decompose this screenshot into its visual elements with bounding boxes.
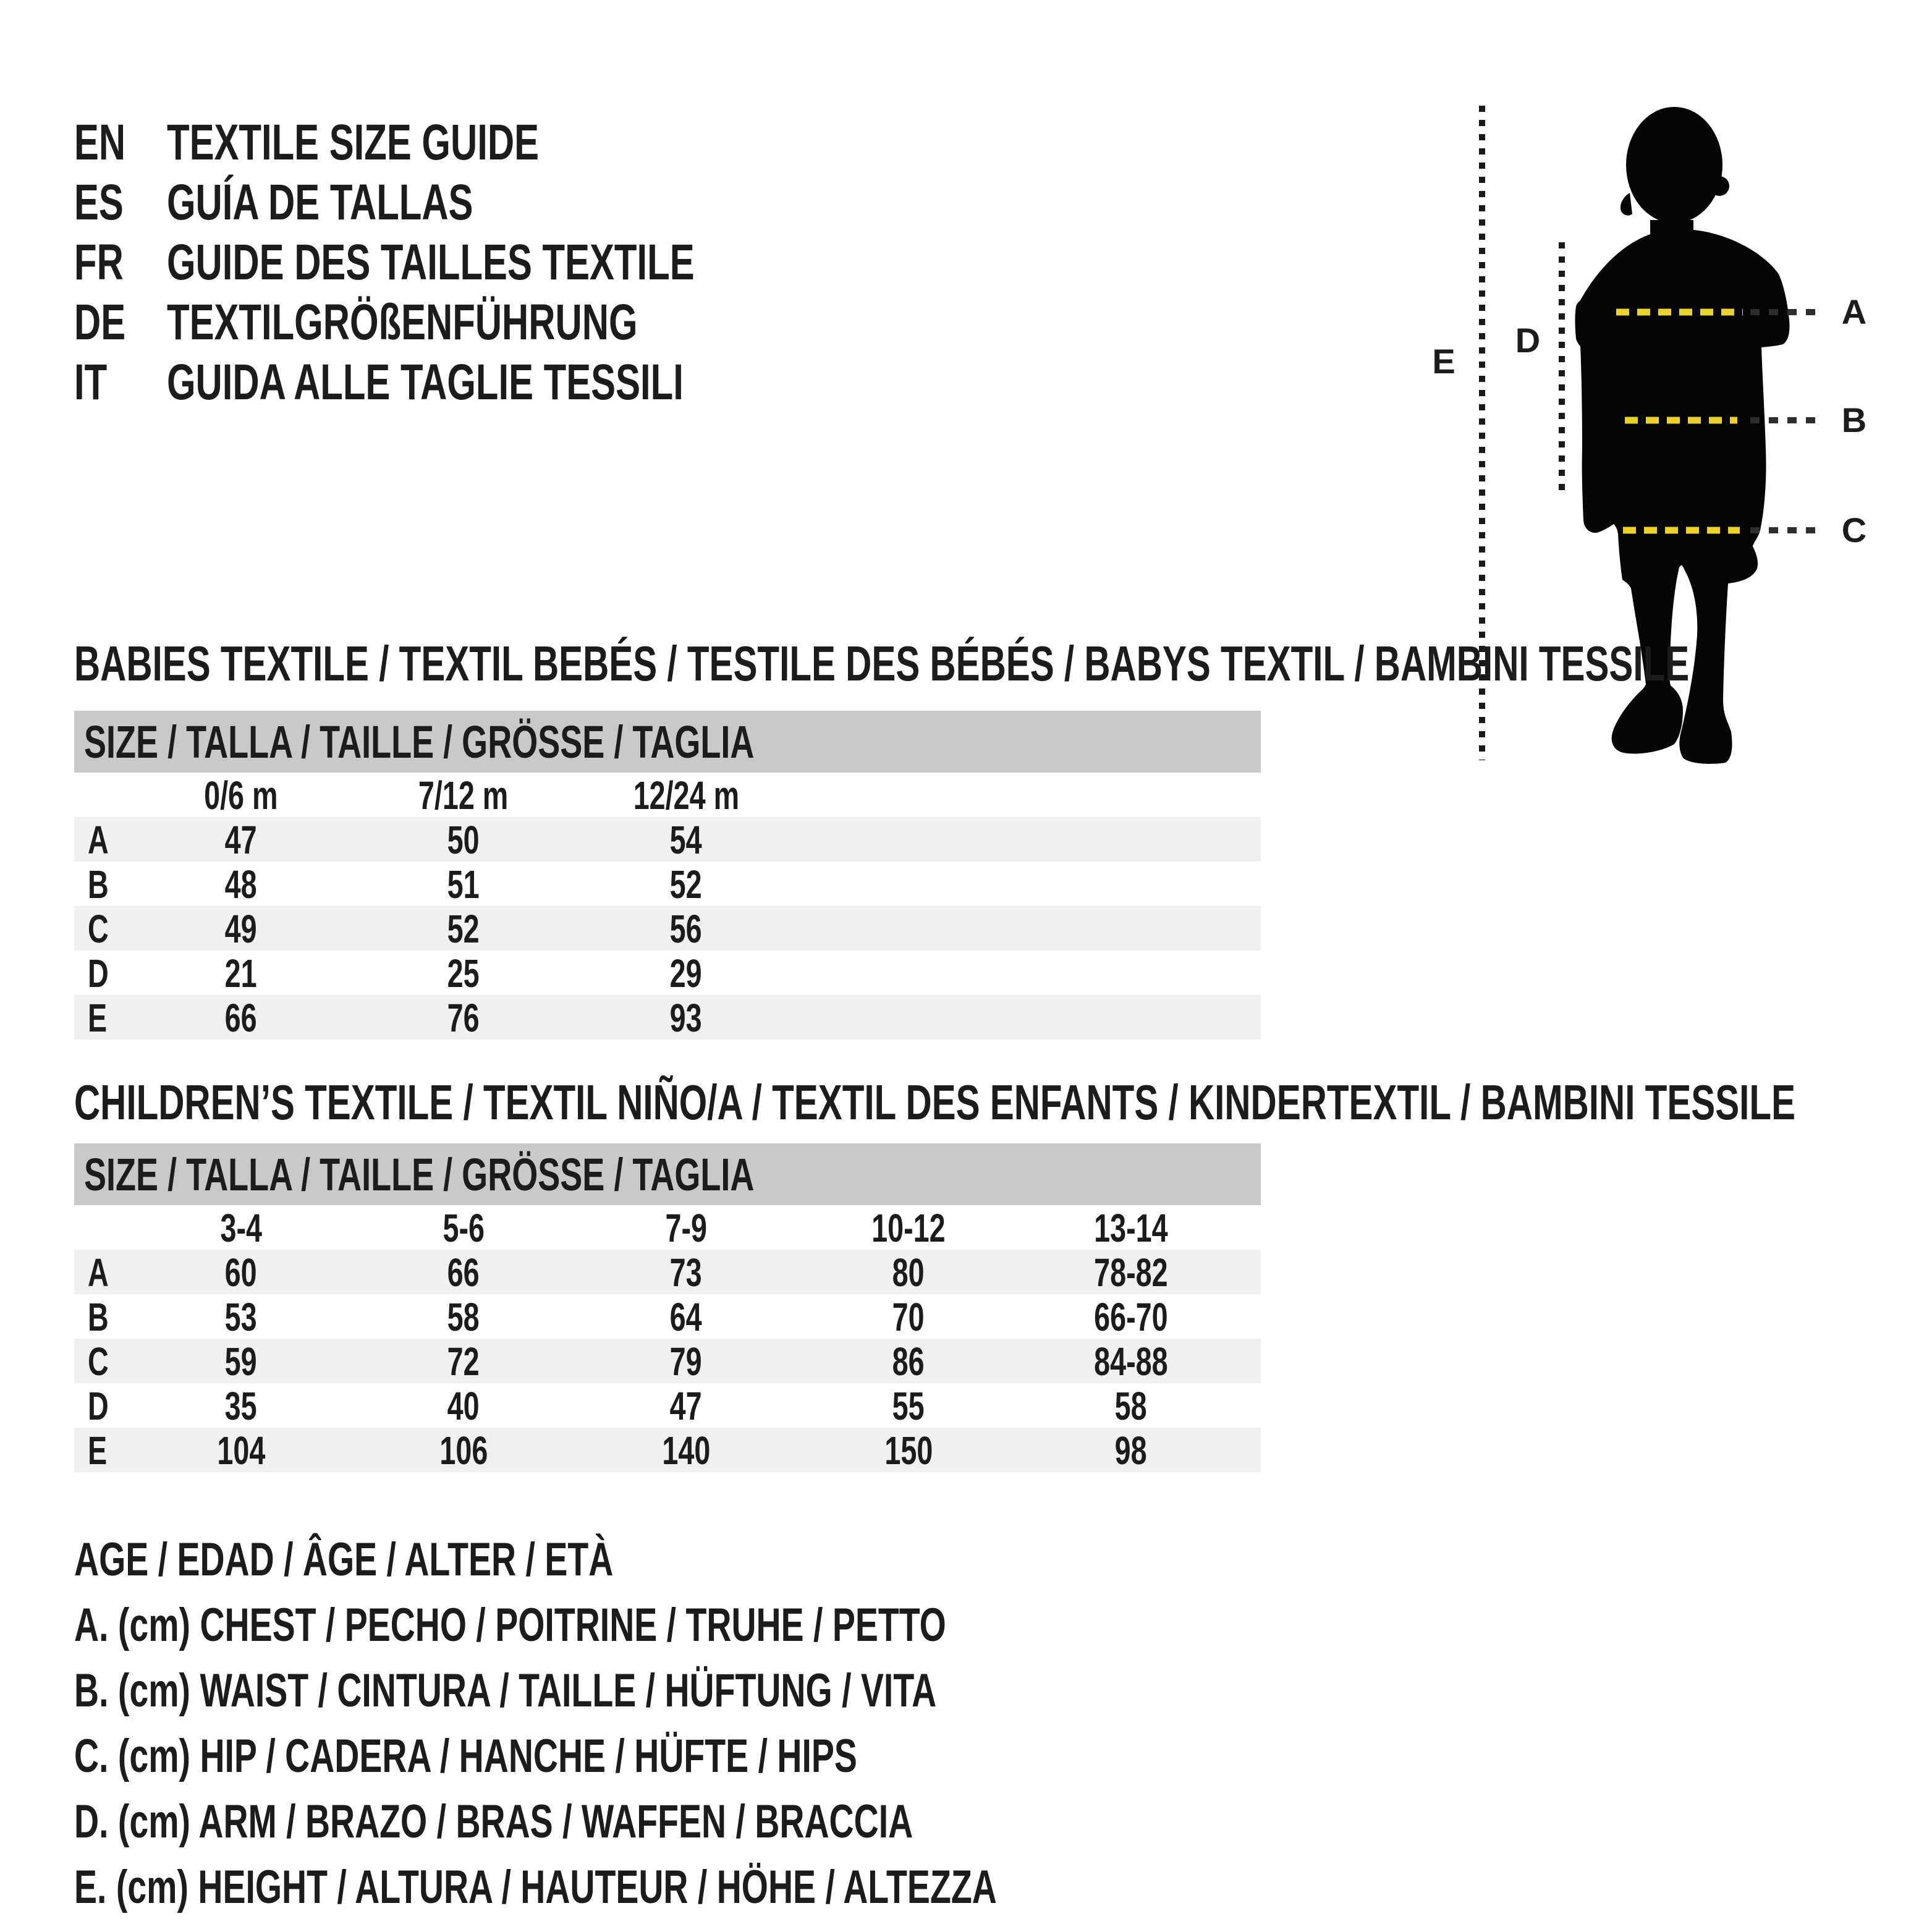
marker-label-e: E <box>1432 342 1455 381</box>
table-row <box>74 906 1261 951</box>
table-cell: 55 <box>892 1384 925 1428</box>
row-label: E <box>88 1428 108 1473</box>
table-cell: 64 <box>670 1295 702 1339</box>
language-title-list <box>74 112 889 412</box>
column-header: 3-4 <box>220 1206 262 1250</box>
babies-size-table <box>74 711 1261 1040</box>
table-cell: 140 <box>662 1428 710 1473</box>
language-row-es <box>74 172 889 232</box>
table-cell: 150 <box>884 1428 933 1473</box>
table-cell: 58 <box>447 1295 480 1339</box>
table-cell: 66-70 <box>1094 1295 1168 1339</box>
legend-waist-line: B. (cm) WAIST / CINTURA / TAILLE / HÜFTUNG / VITA <box>74 1664 937 1717</box>
row-label: A <box>88 1250 109 1295</box>
table-row <box>74 1250 1261 1294</box>
column-header: 7-9 <box>665 1206 707 1250</box>
column-header: 13-14 <box>1094 1206 1168 1250</box>
column-header: 7/12 m <box>418 773 509 818</box>
table-cell: 58 <box>1115 1384 1147 1428</box>
children-table-size-header: SIZE / TALLA / TAILLE / GRÖSSE / TAGLIA <box>74 1143 1261 1205</box>
language-title: TEXTILE SIZE GUIDE <box>167 114 539 171</box>
language-title: GUÍA DE TALLAS <box>167 174 473 231</box>
table-cell: 72 <box>447 1339 480 1384</box>
table-cell: 51 <box>447 862 480 907</box>
language-row-fr <box>74 232 889 292</box>
table-cell: 60 <box>225 1250 257 1295</box>
row-label: B <box>88 862 109 907</box>
legend-arm-line: D. (cm) ARM / BRAZO / BRAS / WAFFEN / BRACCIA <box>74 1795 913 1848</box>
table-cell: 35 <box>225 1384 257 1428</box>
row-label: D <box>88 1384 109 1428</box>
empty-corner-cell <box>74 1205 130 1251</box>
language-code: EN <box>74 114 126 171</box>
legend-chest-line: A. (cm) CHEST / PECHO / POITRINE / TRUHE / PETTO <box>74 1598 946 1651</box>
empty-corner-cell <box>74 773 130 818</box>
table-row <box>74 1383 1261 1428</box>
table-cell: 56 <box>670 907 702 951</box>
table-cell: 49 <box>225 907 257 951</box>
row-label: D <box>88 951 109 996</box>
table-cell: 70 <box>892 1295 925 1339</box>
marker-label-b: B <box>1841 400 1867 439</box>
marker-label-d: D <box>1515 321 1541 360</box>
column-header: 10-12 <box>871 1206 946 1250</box>
table-cell: 47 <box>225 818 257 862</box>
table-cell: 79 <box>670 1339 702 1384</box>
table-cell: 98 <box>1115 1428 1147 1473</box>
silhouette-head <box>1626 107 1722 223</box>
row-label: B <box>88 1295 109 1339</box>
table-cell: 54 <box>670 818 702 862</box>
children-size-table <box>74 1143 1261 1472</box>
table-cell: 73 <box>670 1250 702 1295</box>
table-row <box>74 862 1261 906</box>
babies-column-header-row <box>74 773 1261 817</box>
table-row <box>74 1339 1261 1383</box>
measurement-legend <box>74 1527 1338 1920</box>
language-row-it <box>74 352 889 412</box>
table-cell: 84-88 <box>1094 1339 1168 1384</box>
language-title: TEXTILGRÖßENFÜHRUNG <box>167 294 638 350</box>
language-code: DE <box>74 294 126 350</box>
silhouette-nose <box>1621 193 1632 216</box>
table-cell: 48 <box>225 862 257 907</box>
row-label: C <box>88 1339 109 1384</box>
marker-label-a: A <box>1841 292 1867 331</box>
table-row <box>74 817 1261 862</box>
table-cell: 29 <box>670 951 702 996</box>
language-code: ES <box>74 174 124 231</box>
table-cell: 52 <box>447 907 480 951</box>
language-code: IT <box>74 354 108 410</box>
table-cell: 25 <box>447 951 480 996</box>
table-row <box>74 995 1261 1040</box>
table-cell: 106 <box>439 1428 488 1473</box>
table-cell: 93 <box>670 996 702 1040</box>
table-cell: 50 <box>447 818 480 862</box>
table-cell: 21 <box>225 951 257 996</box>
table-cell: 40 <box>447 1384 480 1428</box>
row-label: E <box>88 996 108 1040</box>
legend-age-line: AGE / EDAD / ÂGE / ALTER / ETÀ <box>74 1533 614 1586</box>
row-label: C <box>88 907 109 951</box>
children-column-header-row <box>74 1205 1261 1250</box>
table-row <box>74 1294 1261 1339</box>
legend-hip-line: C. (cm) HIP / CADERA / HANCHE / HÜFTE / HIPS <box>74 1729 857 1782</box>
language-code: FR <box>74 234 124 290</box>
column-header: 12/24 m <box>633 773 739 818</box>
marker-label-c: C <box>1841 511 1867 549</box>
column-header: 0/6 m <box>204 773 278 818</box>
table-cell: 78-82 <box>1094 1250 1168 1295</box>
table-cell: 80 <box>892 1250 925 1295</box>
table-cell: 66 <box>447 1250 480 1295</box>
table-cell: 53 <box>225 1295 257 1339</box>
table-row <box>74 1428 1261 1472</box>
language-title: GUIDE DES TAILLES TEXTILE <box>167 234 695 290</box>
table-cell: 104 <box>217 1428 265 1473</box>
table-cell: 47 <box>670 1384 702 1428</box>
table-cell: 59 <box>225 1339 257 1384</box>
column-header: 5-6 <box>443 1206 485 1250</box>
children-section-heading: CHILDREN’S TEXTILE / TEXTIL NIÑO/A / TEXTIL DES ENFANTS / KINDERTEXTIL / BAMBINI TESSILE <box>74 1075 1796 1130</box>
language-title: GUIDA ALLE TAGLIE TESSILI <box>167 354 684 410</box>
language-row-en <box>74 112 889 172</box>
row-label: A <box>88 818 109 862</box>
table-cell: 66 <box>225 996 257 1040</box>
babies-table-size-header: SIZE / TALLA / TAILLE / GRÖSSE / TAGLIA <box>74 711 1261 773</box>
babies-section-heading: BABIES TEXTILE / TEXTIL BEBÉS / TESTILE DES BÉBÉS / BABYS TEXTIL / BAMBINI TESSILE <box>74 636 1690 691</box>
table-cell: 86 <box>892 1339 925 1384</box>
table-row <box>74 951 1261 995</box>
table-cell: 52 <box>670 862 702 907</box>
legend-height-line: E. (cm) HEIGHT / ALTURA / HAUTEUR / HÖHE / ALTEZZA <box>74 1860 997 1913</box>
silhouette-ear <box>1710 176 1729 196</box>
language-row-de <box>74 292 889 352</box>
table-cell: 76 <box>447 996 480 1040</box>
